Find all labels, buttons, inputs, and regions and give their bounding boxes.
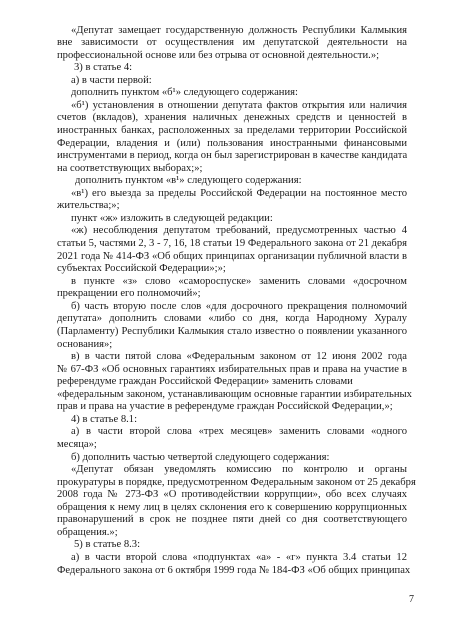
text-line: депутата» дополнить словами «либо со дня, когда Народному Хуралу — [57, 313, 407, 325]
text-line: «в¹) его выезда за пределы Российской Федерации на постоянное место — [71, 187, 407, 199]
text-line: (Парламенту) Республики Калмыкия стало известно о появлении указанного — [57, 325, 407, 337]
text-line: «федеральным законом, устанавливающим основные гарантии избирательных — [57, 388, 412, 400]
text-line: обращения.»; — [57, 526, 118, 538]
text-line: «Депутат обязан уведомлять комиссию по контролю и органы — [71, 464, 407, 476]
text-line: «б¹) установления в отношении депутата фактов открытия или наличия — [71, 99, 407, 111]
text-line: жительства;»; — [57, 200, 120, 212]
text-line: 2021 года № 414-ФЗ «Об общих принципах организации публичной власти в — [57, 250, 407, 262]
text-line: вне зависимости от осуществления им депутатской деятельности на — [57, 37, 407, 49]
text-line: «ж) несоблюдения депутатом требований, предусмотренных частью 4 — [71, 225, 407, 237]
text-line: обращения к нему лиц в целях склонения его к совершению коррупционных — [57, 501, 407, 513]
text-line: дополнить пунктом «б¹» следующего содержания: — [71, 87, 298, 99]
text-line: субъектах Российской Федерации»;»; — [57, 263, 226, 275]
text-line: иностранных банках, расположенных за пределами территории Российской — [57, 124, 407, 136]
text-line: а) в части второй слова «подпунктах «а» - «г» пункта 3.4 статьи 12 — [71, 552, 407, 564]
text-line: в пункте «з» слово «самороспуске» заменить словами «досрочном — [71, 275, 407, 287]
text-line: счетов (вкладов), хранения наличных денежных средств и ценностей в — [57, 112, 407, 124]
text-line: 2008 года № 273-ФЗ «О противодействии коррупции», обо всех случаях — [57, 489, 407, 501]
text-line: основания»; — [57, 338, 113, 350]
text-line: прокуратуры в порядке, предусмотренном Федеральным законом от 25 декабря — [57, 476, 416, 488]
text-line: профессиональной основе или без отрыва от основной деятельности.»; — [57, 49, 380, 61]
text-line: 5) в статье 8.3: — [74, 539, 141, 551]
text-line: статьи 5, частями 2, 3 - 7, 16, 18 статьи 19 Федерального закона от 21 декабря — [57, 238, 407, 250]
text-line: месяца»; — [57, 438, 97, 450]
text-line: «Депутат замещает государственную должность Республики Калмыкия — [71, 24, 407, 36]
text-line: в) в части пятой слова «Федеральным законом от 12 июня 2002 года — [71, 351, 407, 363]
text-line: Федерального закона от 6 октября 1999 года № 184-ФЗ «Об общих принципах — [57, 564, 411, 576]
text-line: Федерации, владения и (или) пользования иностранными финансовыми — [57, 137, 407, 149]
text-line: правонарушений в срок не позднее пяти дней со дня соответствующего — [57, 514, 407, 526]
text-line: прав и права на участие в референдуме граждан Российской Федерации,»; — [57, 401, 393, 413]
text-line: референдуме граждан Российской Федерации» заменить словами — [57, 376, 353, 388]
text-line: 3) в статье 4: — [74, 62, 133, 74]
text-line: инструментами в период, когда он был зарегистрирован в качестве кандидата — [57, 150, 408, 162]
text-line: б) часть вторую после слов «для досрочного прекращения полномочий — [71, 300, 407, 312]
text-line: б) дополнить частью четвертой следующего содержания: — [71, 451, 330, 463]
text-line: № 67-ФЗ «Об основных гарантиях избирательных прав и права на участие в — [57, 363, 407, 375]
text-line: а) в части первой: — [71, 74, 152, 86]
text-line: прекращении его полномочий»; — [57, 288, 201, 300]
text-line: пункт «ж» изложить в следующей редакции: — [71, 212, 273, 224]
text-line: дополнить пунктом «в¹» следующего содержания: — [75, 175, 302, 187]
text-line: 4) в статье 8.1: — [71, 413, 138, 425]
text-line: а) в части второй слова «трех месяцев» заменить словами «одного — [71, 426, 407, 438]
page-number: 7 — [409, 594, 414, 605]
text-line: на соответствующих выборах;»; — [57, 162, 203, 174]
